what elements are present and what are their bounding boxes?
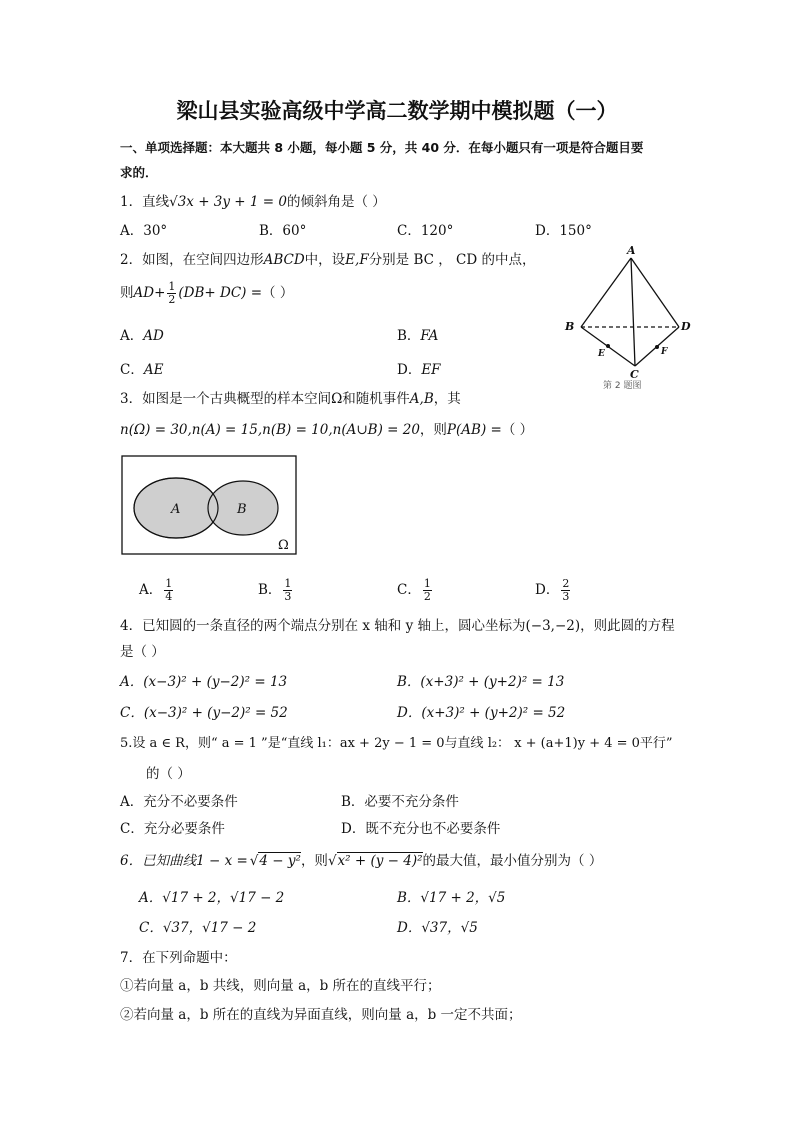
q3-option-b-frac: [283, 578, 292, 603]
edge-ab: [581, 258, 631, 327]
q2-option-a: [120, 327, 164, 345]
q5-option-c: C．充分必要条件: [120, 821, 225, 837]
q2-frac-den: 2: [168, 293, 176, 306]
q7-proposition-1: ①若向量 a，b 共线，则向量 a，b 所在的直线平行；: [120, 978, 441, 994]
label-f: F: [661, 347, 668, 357]
q2-quadrilateral: ABCD: [263, 252, 305, 268]
question-6: 6．已知曲线1 − x = √4 − y²，则√x² + (y − 4)²的最大值，最小值分别为（ ）: [120, 853, 603, 869]
question-5-line1: 5.设 a ∈ R，则“ a = 1 ”是“直线 l₁：ax + 2y − 1 = 0与直线 l₂： x + (a+1)y + 4 = 0平行”: [120, 736, 673, 751]
q3-option-c-frac: [423, 578, 432, 603]
question-7-heading: 7．在下列命题中：: [120, 950, 237, 966]
q3-then: ，则: [419, 422, 447, 438]
q2-text-mid: 中，设: [304, 252, 346, 268]
q3-option-d-num: 2: [562, 577, 570, 590]
q2-option-b-label: B．: [397, 328, 421, 344]
q6-suffix: 的最大值，最小值分别为（ ）: [422, 853, 603, 869]
q3-option-b-label: B．: [258, 582, 282, 598]
label-d: D: [681, 320, 691, 333]
q6-option-b: B．√17 + 2，√5: [397, 890, 506, 906]
q5-option-d: D．既不充分也不必要条件: [341, 821, 501, 837]
q3-counts: n(Ω) = 30,n(A) = 15,n(B) = 10,n(A∪B) = 20: [120, 422, 420, 438]
q6-distance-radicand: x² + (y − 4)²: [337, 853, 423, 869]
q2-frac-num: 1: [168, 280, 176, 293]
q3-option-c-label: C．: [397, 582, 421, 598]
question-3-line2: [120, 421, 533, 439]
edge-ad: [631, 258, 679, 327]
question-5-line2: 的（ ）: [146, 766, 191, 782]
question-1: [120, 193, 386, 211]
q5-option-a: A．充分不必要条件: [120, 794, 238, 810]
q3-option-d-label: D．: [535, 582, 560, 598]
q3-option-d-den: 3: [562, 590, 570, 603]
q2-option-c: [120, 361, 163, 379]
q4-option-a: A．(x−3)² + (y−2)² = 13: [120, 674, 288, 690]
q7-proposition-2: ②若向量 a，b 所在的直线为异面直线，则向量 a，b 一定不共面；: [120, 1007, 522, 1023]
q3-option-a-label: A．: [139, 582, 163, 598]
q4-option-c: C．(x−3)² + (y−2)² = 52: [120, 705, 288, 721]
q2-fraction: [167, 281, 176, 306]
point-f: [655, 345, 659, 349]
page-title: 梁山县实验高级中学高二数学期中模拟题（一）: [176, 99, 618, 123]
q2-option-d-label: D．: [397, 362, 422, 378]
q2-option-c-label: C．: [120, 362, 144, 378]
q3-option-a-num: 1: [165, 577, 173, 590]
q1-suffix: 的倾斜角是（ ）: [286, 194, 386, 210]
q6-curve-radicand: 4 − y²: [259, 853, 301, 869]
figure-caption: 第 2 题图: [603, 381, 642, 390]
q1-expression: √3x + 3y + 1 = 0: [169, 194, 287, 210]
question-4-line1: 4．已知圆的一条直径的两个端点分别在 x 轴和 y 轴上，圆心坐标为(−3,−2)，则此圆的方程: [120, 618, 675, 634]
q3-option-c: [397, 578, 434, 603]
q2-expr-right: (DB+ DC) =: [178, 285, 263, 301]
section-heading-line2: 求的．: [120, 165, 158, 180]
q4-option-b: B．(x+3)² + (y+2)² = 13: [397, 674, 565, 690]
q2-then: 则: [120, 285, 134, 301]
q5-option-b: B．必要不充分条件: [341, 794, 459, 810]
q1-option-c: C．120°: [397, 223, 454, 239]
q2-option-d: [397, 361, 441, 379]
q2-option-a-label: A．: [120, 328, 144, 344]
q2-option-c-value: AE: [143, 362, 164, 378]
q3-option-a: [139, 578, 175, 603]
q3-probability: P(AB) =: [446, 422, 502, 438]
point-e: [606, 344, 610, 348]
q6-option-d: D．√37，√5: [397, 920, 478, 936]
q3-option-c-num: 1: [423, 577, 431, 590]
q3-option-b: [258, 578, 294, 603]
q3-events: A,B: [409, 391, 434, 407]
question-2-line1: [120, 251, 536, 269]
edge-ac: [631, 258, 635, 366]
q2-text-prefix: 2．如图，在空间四边形: [120, 252, 264, 268]
label-b: B: [565, 320, 575, 333]
q3-option-d: [535, 578, 572, 603]
q2-option-a-value: AD: [143, 328, 164, 344]
venn-label-omega: Ω: [278, 538, 289, 553]
q1-prefix: 1．直线: [120, 194, 170, 210]
q3-option-d-frac: [561, 578, 570, 603]
question-3-line1: [120, 390, 461, 408]
q2-option-b-value: FA: [420, 328, 439, 344]
label-e: E: [598, 349, 605, 359]
q2-points: E,F: [345, 252, 369, 268]
venn-label-b: B: [237, 502, 247, 517]
q1-option-a: A．30°: [120, 223, 168, 239]
q1-option-d: D．150°: [535, 223, 592, 239]
label-c: C: [630, 368, 639, 381]
q2-option-b: [397, 327, 438, 345]
q3-option-a-frac: [164, 578, 173, 603]
q6-curve-left: 6．已知曲线1 − x =: [120, 853, 248, 869]
q2-option-d-value: EF: [421, 362, 441, 378]
q6-option-c: C．√37，√17 − 2: [139, 920, 257, 936]
section-heading-line1: 一、单项选择题：本大题共 8 小题，每小题 5 分，共 40 分．在每小题只有一项是符合题目要: [120, 140, 644, 155]
q2-blank: （ ）: [262, 285, 294, 301]
q3-option-a-den: 4: [165, 590, 173, 603]
question-4-line2: 是（ ）: [120, 644, 165, 660]
question-2-line2: [120, 281, 293, 306]
label-a: A: [627, 244, 636, 257]
q6-then: ，则: [300, 853, 328, 869]
q3-venn-diagram: [121, 455, 299, 557]
q4-option-d: D．(x+3)² + (y+2)² = 52: [397, 705, 566, 721]
q3-text: 3．如图是一个古典概型的样本空间Ω和随机事件: [120, 391, 410, 407]
q3-text-suffix: ，其: [433, 391, 461, 407]
q2-expr-left: AD+: [133, 285, 166, 301]
q3-option-b-den: 3: [284, 590, 292, 603]
q3-option-b-num: 1: [284, 577, 292, 590]
q3-blank: （ ）: [501, 422, 534, 438]
q2-text-suffix: 分别是 BC ， CD 的中点，: [368, 252, 536, 268]
q3-option-c-den: 2: [423, 590, 431, 603]
q2-tetrahedron-figure: [555, 240, 705, 390]
venn-label-a: A: [171, 502, 181, 517]
q6-option-a: A．√17 + 2，√17 − 2: [139, 890, 285, 906]
q1-option-b: B．60°: [259, 223, 307, 239]
